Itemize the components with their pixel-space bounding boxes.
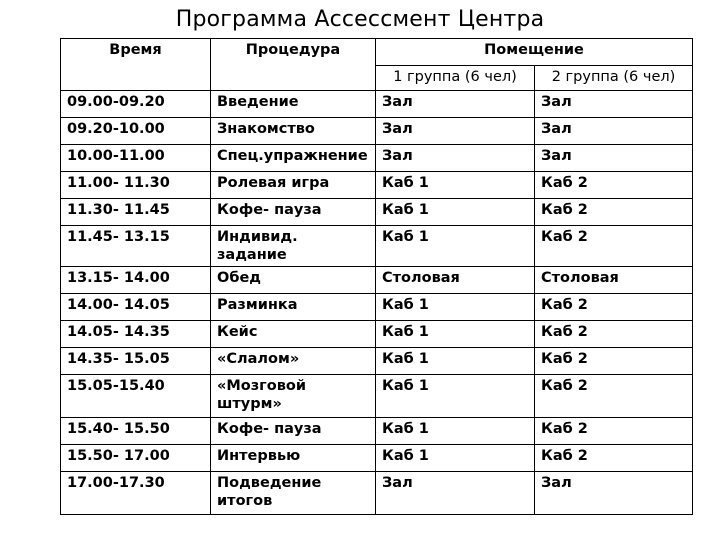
cell-procedure: Кофе- пауза bbox=[211, 418, 376, 445]
table-row bbox=[61, 226, 693, 267]
cell-group1: Каб 1 bbox=[376, 321, 535, 348]
cell-procedure: Спец.упражнение bbox=[211, 145, 376, 172]
cell-group1: Зал bbox=[376, 145, 535, 172]
cell-group1: Каб 1 bbox=[376, 199, 535, 226]
cell-time: 15.50- 17.00 bbox=[61, 445, 211, 472]
cell-time: 11.45- 13.15 bbox=[61, 226, 211, 267]
page-title: Программа Ассессмент Центра bbox=[175, 7, 545, 32]
table-row bbox=[61, 375, 693, 418]
cell-group2: Зал bbox=[535, 145, 693, 172]
cell-time: 11.30- 11.45 bbox=[61, 199, 211, 226]
table-row bbox=[61, 294, 693, 321]
cell-group2: Зал bbox=[535, 91, 693, 118]
table-row bbox=[61, 321, 693, 348]
schedule-table bbox=[60, 38, 693, 515]
cell-time: 17.00-17.30 bbox=[61, 472, 211, 515]
cell-procedure: Кейс bbox=[211, 321, 376, 348]
header-group1: 1 группа (6 чел) bbox=[376, 66, 535, 91]
cell-group2: Каб 2 bbox=[535, 172, 693, 199]
cell-procedure: Подведение итогов bbox=[211, 472, 376, 515]
cell-group2: Каб 2 bbox=[535, 375, 693, 418]
cell-time: 14.00- 14.05 bbox=[61, 294, 211, 321]
cell-time: 15.05-15.40 bbox=[61, 375, 211, 418]
table-header bbox=[61, 39, 693, 91]
cell-time: 09.20-10.00 bbox=[61, 118, 211, 145]
cell-time: 10.00-11.00 bbox=[61, 145, 211, 172]
cell-group2: Каб 2 bbox=[535, 226, 693, 267]
cell-group1: Зал bbox=[376, 472, 535, 515]
table-row bbox=[61, 445, 693, 472]
header-time: Время bbox=[61, 39, 211, 91]
table-row bbox=[61, 145, 693, 172]
cell-procedure: Обед bbox=[211, 267, 376, 294]
cell-group2: Каб 2 bbox=[535, 348, 693, 375]
table-row bbox=[61, 472, 693, 515]
cell-group1: Каб 1 bbox=[376, 226, 535, 267]
cell-group2: Каб 2 bbox=[535, 418, 693, 445]
cell-group2: Каб 2 bbox=[535, 294, 693, 321]
cell-group1: Каб 1 bbox=[376, 348, 535, 375]
header-group2: 2 группа (6 чел) bbox=[535, 66, 693, 91]
table-row bbox=[61, 118, 693, 145]
cell-group1: Каб 1 bbox=[376, 172, 535, 199]
cell-group1: Столовая bbox=[376, 267, 535, 294]
cell-procedure: «Слалом» bbox=[211, 348, 376, 375]
table-row bbox=[61, 418, 693, 445]
cell-group2: Каб 2 bbox=[535, 199, 693, 226]
cell-group2: Каб 2 bbox=[535, 445, 693, 472]
cell-procedure: Ролевая игра bbox=[211, 172, 376, 199]
cell-group2: Зал bbox=[535, 472, 693, 515]
cell-procedure: Разминка bbox=[211, 294, 376, 321]
cell-group1: Каб 1 bbox=[376, 375, 535, 418]
cell-group1: Каб 1 bbox=[376, 294, 535, 321]
cell-procedure: Интервью bbox=[211, 445, 376, 472]
table-row bbox=[61, 348, 693, 375]
header-procedure: Процедура bbox=[211, 39, 376, 91]
cell-group2: Зал bbox=[535, 118, 693, 145]
cell-group1: Каб 1 bbox=[376, 445, 535, 472]
cell-procedure: Индивид. задание bbox=[211, 226, 376, 267]
cell-procedure: «Мозговой штурм» bbox=[211, 375, 376, 418]
cell-time: 15.40- 15.50 bbox=[61, 418, 211, 445]
table-row bbox=[61, 172, 693, 199]
cell-group2: Каб 2 bbox=[535, 321, 693, 348]
table-body bbox=[61, 91, 693, 515]
header-room: Помещение bbox=[376, 39, 693, 66]
cell-group1: Каб 1 bbox=[376, 418, 535, 445]
table-row bbox=[61, 267, 693, 294]
cell-time: 11.00- 11.30 bbox=[61, 172, 211, 199]
cell-time: 13.15- 14.00 bbox=[61, 267, 211, 294]
table-row bbox=[61, 199, 693, 226]
cell-procedure: Введение bbox=[211, 91, 376, 118]
cell-group2: Столовая bbox=[535, 267, 693, 294]
cell-time: 14.35- 15.05 bbox=[61, 348, 211, 375]
cell-group1: Зал bbox=[376, 91, 535, 118]
cell-time: 09.00-09.20 bbox=[61, 91, 211, 118]
cell-group1: Зал bbox=[376, 118, 535, 145]
cell-procedure: Знакомство bbox=[211, 118, 376, 145]
cell-procedure: Кофе- пауза bbox=[211, 199, 376, 226]
cell-time: 14.05- 14.35 bbox=[61, 321, 211, 348]
table-row bbox=[61, 91, 693, 118]
